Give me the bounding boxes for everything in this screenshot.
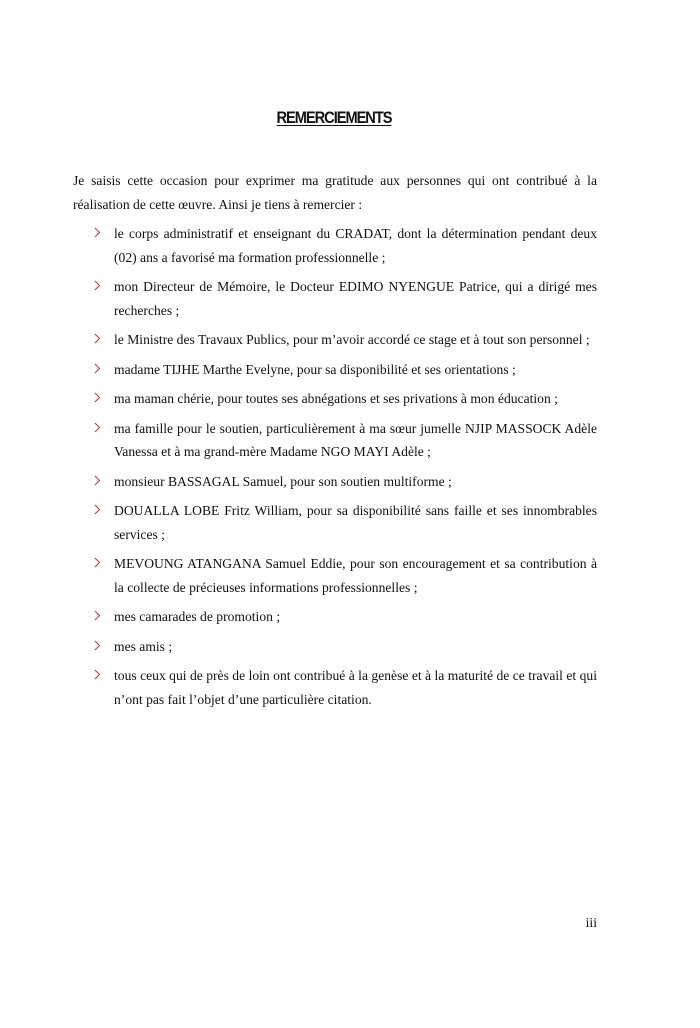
list-item-text: mes amis ; bbox=[114, 638, 173, 654]
list-item-text: madame TIJHE Marthe Evelyne, pour sa disponibilité et ses orientations ; bbox=[114, 361, 516, 377]
chevron-right-icon bbox=[94, 359, 104, 379]
list-item bbox=[0, 387, 597, 411]
list-item bbox=[0, 470, 597, 494]
chevron-right-icon bbox=[94, 418, 104, 438]
page-title: REMERCIEMENTS bbox=[276, 108, 392, 127]
list-item-text: le Ministre des Travaux Publics, pour m’avoir accordé ce stage et à tout son personnel ; bbox=[114, 332, 590, 347]
list-item-text: MEVOUNG ATANGANA Samuel Eddie, pour son encouragement et sa contribution à la collecte de précieuses informations professionnelles ; bbox=[114, 556, 597, 595]
list-item-text: ma famille pour le soutien, particulièrement à ma sœur jumelle NJIP MASSOCK Adèle Vanessa et à ma grand-mère Madame NGO MAYI Adèle ; bbox=[114, 420, 597, 459]
list-item-text: mon Directeur de Mémoire, le Docteur EDIMO NYENGUE Patrice, qui a dirigé mes recherches ; bbox=[114, 279, 597, 318]
list-item-text: tous ceux qui de près de loin ont contribué à la genèse et à la maturité de ce travail et qui n’ont pas fait l’objet d’une particulière citation. bbox=[114, 668, 597, 707]
list-item bbox=[0, 635, 597, 659]
acknowledgements-list bbox=[0, 222, 700, 717]
list-item-text: le corps administratif et enseignant du CRADAT, dont la détermination pendant deux (02) ans a favorisé ma formation professionnelle ; bbox=[114, 226, 597, 265]
chevron-right-icon bbox=[94, 223, 104, 243]
list-item bbox=[0, 499, 597, 546]
list-item-text: mes camarades de promotion ; bbox=[114, 609, 281, 624]
list-item bbox=[0, 275, 597, 322]
chevron-right-icon bbox=[94, 500, 104, 520]
list-item bbox=[0, 664, 597, 711]
list-item bbox=[0, 358, 597, 382]
list-item bbox=[0, 417, 597, 464]
list-item-text: ma maman chérie, pour toutes ses abnégations et ses privations à mon éducation ; bbox=[114, 391, 558, 406]
list-item bbox=[0, 552, 597, 599]
list-item bbox=[0, 328, 597, 352]
chevron-right-icon bbox=[94, 276, 104, 296]
intro-paragraph: Je saisis cette occasion pour exprimer ma gratitude aux personnes qui ont contribué à la réalisation de cette œuvre. Ainsi je tiens à remercier : bbox=[73, 173, 597, 212]
chevron-right-icon bbox=[94, 606, 104, 626]
chevron-right-icon bbox=[94, 553, 104, 573]
list-item bbox=[0, 605, 597, 629]
chevron-right-icon bbox=[94, 636, 104, 656]
page-number: iii bbox=[585, 915, 597, 930]
chevron-right-icon bbox=[94, 388, 104, 408]
chevron-right-icon bbox=[94, 665, 104, 685]
list-item-text: monsieur BASSAGAL Samuel, pour son soutien multiforme ; bbox=[114, 473, 452, 489]
chevron-right-icon bbox=[94, 471, 104, 491]
chevron-right-icon bbox=[94, 329, 104, 349]
list-item-text: DOUALLA LOBE Fritz William, pour sa disponibilité sans faille et ses innombrables services ; bbox=[114, 503, 597, 542]
list-item bbox=[0, 222, 597, 269]
